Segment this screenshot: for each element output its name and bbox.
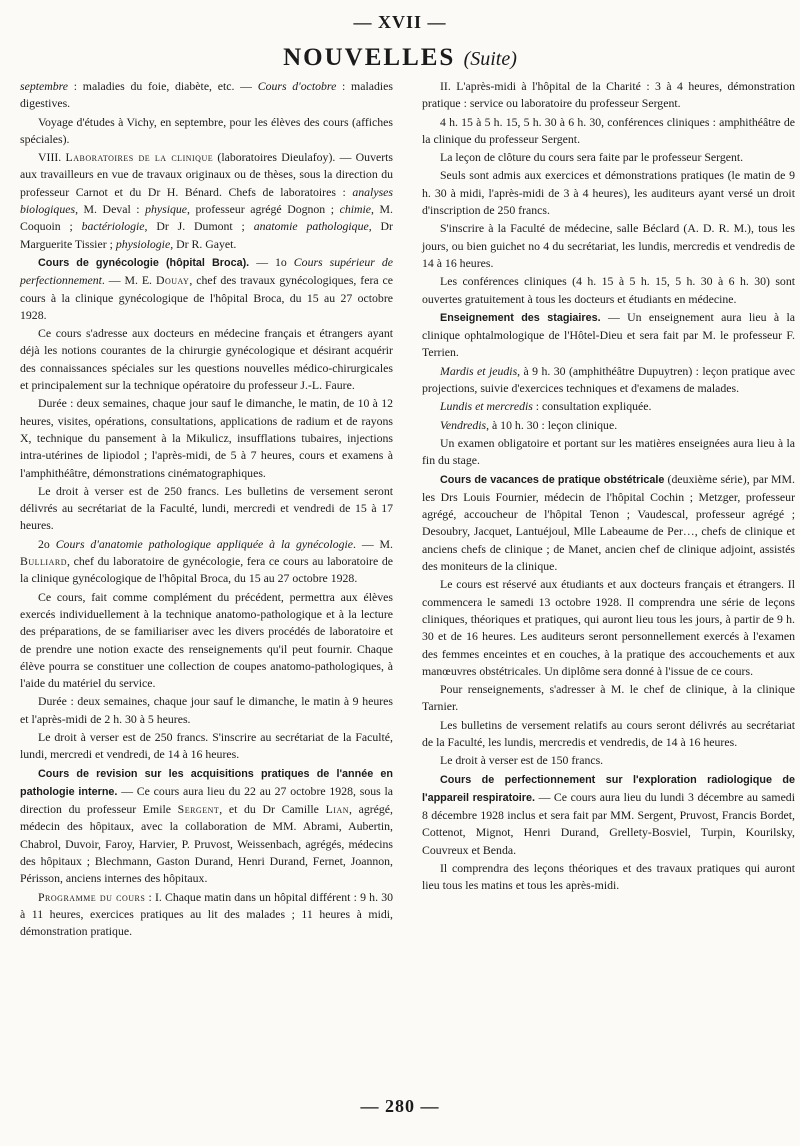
paragraph: Le droit à verser est de 150 francs.	[440, 753, 604, 768]
paragraph: Programme du cours : I. Chaque matin dans un hôpital différent : 9 h. 30 à 11 heures, exercices pratiques au lit des malades ; 11 heures à midi, démonstration pratique.	[20, 889, 393, 939]
paragraph: Durée : deux semaines, chaque jour sauf le dimanche, le matin à 9 heures et l'après-midi de 2 h. 30 à 5 heures.	[20, 694, 393, 726]
paragraph: Lundis et mercredis : consultation expliquée.	[440, 399, 652, 414]
paragraph: VIII. Laboratoires de la clinique (laboratoires Dieulafoy). — Ouverts aux travailleurs en vue de travaux originaux ou de thèses, sous la direction du professeur Carnot et du Dr H. Bénard. Chefs de laboratoires : analyses biologiques, M. Deval : physique, professeur agrégé Dognon ; chimie, M. Coquoin ; bactériologie, Dr J. Dumont ; anatomie pathologique, Dr Marguerite Tissier ; physiologie, Dr R. Gayet.	[20, 150, 394, 251]
paragraph: Voyage d'études à Vichy, en septembre, pour les élèves des cours (affiches spéciales).	[20, 114, 393, 146]
paragraph: septembre : maladies du foie, diabète, etc. — Cours d'octobre : maladies digestives.	[20, 79, 393, 111]
paragraph: Ce cours s'adresse aux docteurs en médecine français et étrangers ayant déjà les notions courantes de la chirurgie gynécologique et désirant acquérir des connaissances spéciales sur les questions nouvelles médico-chirurgicales et principalement sur la technique opératoire du professeur J.-L. Faure.	[20, 326, 393, 393]
paragraph: Cours de revision sur les acquisitions pratiques de l'année en pathologie interne. — Ce cours aura lieu du 22 au 27 octobre 1928, sous la direction du professeur Emile Sergent, et du Dr Camille Lian, agrégé, médecin des hôpitaux, avec la collaboration de MM. Abrami, Aubertin, Chabrol, Duvoir, Faroy, Harvier, P. Pruvost, Weissenbach, agrégés, médecins des hôpitaux ; Blechmann, Gaston Durand, Henri Durand, Fernet, Joannon, Périsson, anciens internes des hôpitaux.	[20, 767, 394, 886]
title-suite: (Suite)	[463, 48, 517, 70]
paragraph: 4 h. 15 à 5 h. 15, 5 h. 30 à 6 h. 30, conférences cliniques : amphithéâtre de la clinique du professeur Sergent.	[422, 114, 795, 146]
paragraph: Le droit à verser est de 250 francs. S'inscrire au secrétariat de la Faculté, lundi, mercredi et vendredi, de 14 à 16 heures.	[20, 729, 393, 762]
section-heading: Cours de gynécologie (hôpital Broca).	[38, 256, 250, 269]
paragraph: Durée : deux semaines, chaque jour sauf le dimanche, le matin, de 10 à 12 heures, visites, opérations, consultations, applications de radium et de rayons X, technique du pansement à la Mikulicz, insufflations tubaires, injections intra-utérines de lipiodol ; l'après-midi, de 5 à 7 heures, cours et examens à l'amphithéâtre, démonstrations cinématographiques.	[20, 396, 393, 480]
page-title	[0, 44, 800, 72]
paragraph: Un examen obligatoire et portant sur les matières enseignées aura lieu à la fin du stage.	[422, 435, 795, 468]
right-column	[422, 78, 795, 896]
paragraph: Cours de vacances de pratique obstétricale (deuxième série), par MM. les Drs Louis Fournier, médecin de l'hôpital Cochin ; Metzger, professeur agrégé, accoucheur de l'hôpital Tenon ; Vaudescal, professeur agrégé ; Desoubry, Jacquet, Lantuéjoul, Mlle Labeaume de Per…, chefs de clinique et anciens chefs de clinique ; de Manet, ancien chef de clinique adjoint, assistés des moniteurs de la clinique.	[422, 471, 795, 574]
paragraph: Pour renseignements, s'adresser à M. le chef de clinique, à la clinique Tarnier.	[422, 682, 795, 714]
section-roman-numeral: — XVII —	[353, 12, 447, 32]
section-heading: Cours de revision sur les acquisitions pratiques de l'année en pathologie interne.	[20, 767, 393, 798]
paragraph: Le cours est réservé aux étudiants et aux docteurs français et étrangers. Il commencera le samedi 13 octobre 1928. Il comprendra une série de leçons cliniques, théoriques et pratiques, qui auront lieu tous les jours, à partir de 9 h. 30 et de 16 heures. Les auditeurs seront personnellement exercés à l'examen des femmes enceintes et en couches, à la pratique des accouchements et aux manœuvres obstétricales. Un diplôme sera donné à l'issue de ce cours.	[422, 577, 795, 678]
title-main: NOUVELLES	[283, 44, 456, 71]
paragraph: La leçon de clôture du cours sera faite par le professeur Sergent.	[440, 150, 744, 165]
paragraph: Mardis et jeudis, à 9 h. 30 (amphithéâtre Dupuytren) : leçon pratique avec projections, suivie d'exercices techniques et d'examens de malades.	[422, 363, 795, 396]
section-heading: Enseignement des stagiaires.	[440, 311, 601, 324]
paragraph: Ce cours, fait comme complément du précédent, permettra aux élèves exercés individuellement à la technique anatomo-pathologique et à la lecture des préparations, de se familiariser avec les divers procédés de laboratoire et de prendre une notion exacte des renseignements qu'il peut fournir. Chaque élève pourra se constituer une collection de coupes anatomo-pathologiques, à l'aide du matériel du service.	[20, 589, 393, 691]
paragraph: Enseignement des stagiaires. — Un enseignement aura lieu à la clinique ophtalmologique de l'Hôtel-Dieu et sera fait par M. le professeur F. Terrien.	[422, 309, 795, 360]
paragraph: II. L'après-midi à l'hôpital de la Charité : 3 à 4 heures, démonstration pratique : service ou laboratoire du professeur Sergent.	[422, 79, 795, 111]
paragraph: Les bulletins de versement relatifs au cours seront délivrés au secrétariat de la Faculté, les lundis, mercredis et vendredis, de 14 à 16 heures.	[422, 717, 795, 749]
paragraph: S'inscrire à la Faculté de médecine, salle Béclard (A. D. R. M.), tous les jours, ou bien guichet no 4 du secrétariat, les lundis, mercredis et vendredis de 14 à 16 heures.	[422, 221, 795, 270]
paragraph: Il comprendra des leçons théoriques et des travaux pratiques qui auront lieu tous les matins et tous les après-midi.	[422, 861, 795, 893]
paragraph: Les conférences cliniques (4 h. 15 à 5 h. 15, 5 h. 30 à 6 h. 30) sont ouvertes gratuitement à tous les docteurs et étudiants en médecine.	[422, 274, 795, 306]
page-number: — 280 —	[360, 1096, 440, 1116]
section-heading: Cours de vacances de pratique obstétricale	[440, 473, 665, 486]
section-heading: Cours de perfectionnement sur l'exploration radiologique de l'appareil respiratoire.	[422, 773, 795, 804]
paragraph: Cours de gynécologie (hôpital Broca). — 1o Cours supérieur de perfectionnement. — M. E. Douay, chef des travaux gynécologiques, fera ce cours à la clinique gynécologique de l'hôpital Broca, du 15 au 27 octobre 1928.	[20, 254, 393, 322]
left-column	[20, 78, 393, 942]
paragraph: 2o Cours d'anatomie pathologique appliquée à la gynécologie. — M. Bulliard, chef du laboratoire de gynécologie, fera ce cours au laboratoire de la clinique gynécologique de l'hôpital Broca, du 15 au 27 octobre 1928.	[20, 536, 393, 586]
paragraph: Cours de perfectionnement sur l'exploration radiologique de l'appareil respiratoire. — Ce cours aura lieu du lundi 3 décembre au samedi 8 décembre 1928 inclus et sera fait par MM. Sergent, Pruvost, Francis Bordet, Cottenot, Mignot, Henri Durand, Grellety-Bosviel, Turpin, Kourilsky, Couvreux et Benda.	[422, 773, 795, 857]
paragraph: Seuls sont admis aux exercices et démonstrations pratiques (le matin de 9 h. 30 à midi, l'après-midi de 3 à 4 heures), les auditeurs ayant versé un droit d'inscription de 250 francs.	[422, 168, 795, 218]
paragraph: Le droit à verser est de 250 francs. Les bulletins de versement seront délivrés au secrétariat de la Faculté, lundi, mercredi et vendredi de 15 à 17 heures.	[20, 483, 393, 533]
paragraph: Vendredis, à 10 h. 30 : leçon clinique.	[440, 417, 618, 432]
